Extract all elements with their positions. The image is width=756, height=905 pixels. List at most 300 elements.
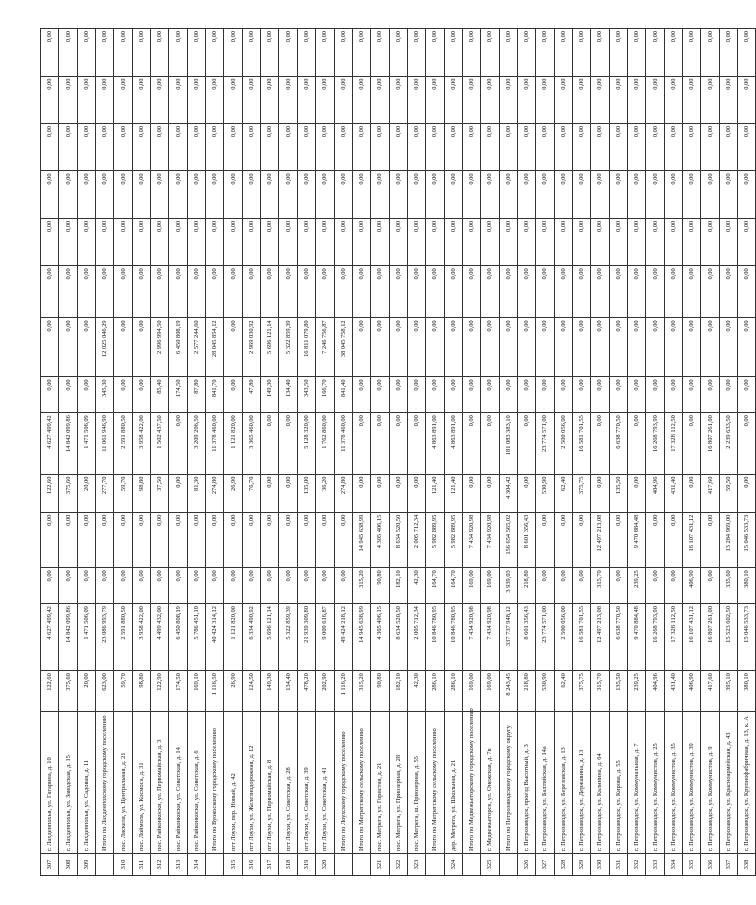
extra-value-cell: 0,00 bbox=[371, 29, 389, 77]
cost-stage3-cell: 0,00 bbox=[536, 318, 554, 377]
cost-stage3-cell: 0,00 bbox=[609, 318, 627, 377]
area-stage2-cell: 36,20 bbox=[316, 474, 334, 512]
extra-value-cell: 0,00 bbox=[701, 218, 719, 265]
subtotal-row bbox=[462, 29, 480, 876]
cost-stage3-cell: 0,00 bbox=[738, 318, 756, 377]
cost-stage1-cell: 0,00 bbox=[151, 512, 169, 568]
table-row bbox=[683, 29, 701, 876]
total-area-cell: 375,60 bbox=[59, 671, 77, 711]
cost-stage3-cell: 0,00 bbox=[646, 318, 664, 377]
area-stage1-cell: 182,10 bbox=[389, 568, 407, 604]
cost-stage4-cell: 0,00 bbox=[242, 266, 260, 318]
cost-stage4-cell: 0,00 bbox=[187, 266, 205, 318]
extra-value-cell: 0,00 bbox=[499, 218, 517, 265]
area-stage3-cell: 0,00 bbox=[536, 377, 554, 413]
area-stage2-cell: 135,50 bbox=[609, 474, 627, 512]
cost-stage4-cell: 0,00 bbox=[701, 266, 719, 318]
extra-value-cell: 0,00 bbox=[426, 124, 444, 171]
area-stage3-cell: 0,00 bbox=[444, 377, 462, 413]
total-area-cell: 218,80 bbox=[517, 671, 535, 711]
extra-value-cell: 0,00 bbox=[206, 29, 224, 77]
cost-stage2-cell: 0,00 bbox=[628, 413, 646, 474]
housing-program-table bbox=[40, 28, 756, 876]
address-cell: г. Лахденпохья, ул. Заводская, д. 15 bbox=[59, 711, 77, 853]
extra-value-cell: 0,00 bbox=[77, 124, 95, 171]
address-cell: пос. Лоймола, ул. Космоса, д. 31 bbox=[132, 711, 150, 853]
row-number-cell: 313 bbox=[169, 854, 187, 876]
cost-stage1-cell: 0,00 bbox=[77, 512, 95, 568]
area-stage2-cell: 0,00 bbox=[738, 474, 756, 512]
extra-value-cell: 0,00 bbox=[554, 124, 572, 171]
extra-value-cell: 0,00 bbox=[279, 171, 297, 218]
cost-stage1-cell: 0,00 bbox=[206, 512, 224, 568]
cost-stage2-cell: 14 842 099,86 bbox=[59, 413, 77, 474]
extra-value-cell: 0,00 bbox=[77, 218, 95, 265]
table-row bbox=[41, 29, 59, 876]
cost-stage1-cell: 0,00 bbox=[646, 512, 664, 568]
extra-value-cell: 0,00 bbox=[169, 29, 187, 77]
extra-value-cell: 0,00 bbox=[261, 29, 279, 77]
total-cost-cell: 16 807 261,00 bbox=[701, 604, 719, 671]
row-number-cell: 309 bbox=[77, 854, 95, 876]
extra-value-cell: 0,00 bbox=[701, 171, 719, 218]
cost-stage3-cell: 7 246 756,87 bbox=[316, 318, 334, 377]
extra-value-cell: 0,00 bbox=[316, 218, 334, 265]
cost-stage3-cell: 0,00 bbox=[517, 318, 535, 377]
area-stage3-cell: 0,00 bbox=[664, 377, 682, 413]
row-number-cell: 311 bbox=[132, 854, 150, 876]
extra-value-cell: 0,00 bbox=[536, 29, 554, 77]
table-row bbox=[132, 29, 150, 876]
cost-stage3-cell: 0,00 bbox=[444, 318, 462, 377]
cost-stage4-cell: 0,00 bbox=[444, 266, 462, 318]
cost-stage3-cell: 0,00 bbox=[426, 318, 444, 377]
extra-value-cell: 0,00 bbox=[517, 171, 535, 218]
area-stage1-cell: 0,00 bbox=[572, 568, 590, 604]
address-cell: Итого по Лоухскому городскому поселению bbox=[334, 711, 352, 853]
subtotal-row bbox=[426, 29, 444, 876]
extra-value-cell: 0,00 bbox=[352, 171, 370, 218]
area-stage2-cell: 0,00 bbox=[371, 474, 389, 512]
extra-value-cell: 0,00 bbox=[59, 171, 77, 218]
total-cost-cell: 2 500 056,00 bbox=[554, 604, 572, 671]
area-stage3-cell: 0,00 bbox=[426, 377, 444, 413]
cost-stage3-cell: 2 969 030,92 bbox=[242, 318, 260, 377]
cost-stage1-cell: 156 654 565,02 bbox=[499, 512, 517, 568]
cost-stage3-cell: 6 450 808,19 bbox=[169, 318, 187, 377]
cost-stage1-cell: 7 434 920,98 bbox=[481, 512, 499, 568]
extra-value-cell: 0,00 bbox=[242, 171, 260, 218]
total-cost-cell: 23 086 993,79 bbox=[96, 604, 114, 671]
area-stage2-cell: 274,80 bbox=[334, 474, 352, 512]
address-cell: г. Петрозаводск, ул. Калинина, д. 64 bbox=[591, 711, 609, 853]
extra-value-cell: 0,00 bbox=[554, 171, 572, 218]
extra-value-cell: 0,00 bbox=[59, 218, 77, 265]
total-cost-cell: 5 322 859,39 bbox=[279, 604, 297, 671]
total-cost-cell: 15 523 602,50 bbox=[719, 604, 737, 671]
extra-value-cell: 0,00 bbox=[132, 171, 150, 218]
extra-value-cell: 0,00 bbox=[444, 218, 462, 265]
total-area-cell: 62,40 bbox=[554, 671, 572, 711]
total-area-cell: 315,20 bbox=[352, 671, 370, 711]
extra-value-cell: 0,00 bbox=[628, 29, 646, 77]
area-stage1-cell: 0,00 bbox=[59, 568, 77, 604]
address-cell: пгт Лоухи, ул. Советская, д. 39 bbox=[297, 711, 315, 853]
area-stage2-cell: 135,00 bbox=[297, 474, 315, 512]
extra-value-cell: 0,00 bbox=[114, 171, 132, 218]
area-stage3-cell: 0,00 bbox=[114, 377, 132, 413]
row-number-cell: 319 bbox=[297, 854, 315, 876]
cost-stage2-cell: 0,00 bbox=[738, 413, 756, 474]
address-cell: г. Лахденпохья, ул. Гагарина, д. 10 bbox=[41, 711, 59, 853]
cost-stage2-cell: 0,00 bbox=[591, 413, 609, 474]
extra-value-cell: 0,00 bbox=[77, 29, 95, 77]
cost-stage2-cell: 181 083 383,10 bbox=[499, 413, 517, 474]
table-row bbox=[77, 29, 95, 876]
cost-stage1-cell: 4 305 406,15 bbox=[371, 512, 389, 568]
cost-stage4-cell: 0,00 bbox=[59, 266, 77, 318]
cost-stage1-cell: 0,00 bbox=[664, 512, 682, 568]
cost-stage4-cell: 0,00 bbox=[646, 266, 664, 318]
area-stage2-cell: 121,40 bbox=[444, 474, 462, 512]
area-stage3-cell: 85,40 bbox=[151, 377, 169, 413]
extra-value-cell: 0,00 bbox=[242, 218, 260, 265]
total-area-cell: 286,10 bbox=[444, 671, 462, 711]
cost-stage1-cell: 5 982 889,95 bbox=[426, 512, 444, 568]
rotated-table-page bbox=[40, 28, 751, 876]
extra-value-cell: 0,00 bbox=[352, 76, 370, 123]
area-stage3-cell: 174,50 bbox=[169, 377, 187, 413]
total-cost-cell: 14 842 099,86 bbox=[59, 604, 77, 671]
cost-stage4-cell: 0,00 bbox=[664, 266, 682, 318]
cost-stage1-cell: 12 497 213,08 bbox=[591, 512, 609, 568]
extra-value-cell: 0,00 bbox=[297, 171, 315, 218]
extra-value-cell: 0,00 bbox=[151, 124, 169, 171]
total-area-cell: 134,40 bbox=[279, 671, 297, 711]
extra-value-cell: 0,00 bbox=[371, 124, 389, 171]
total-cost-cell: 8 601 356,43 bbox=[517, 604, 535, 671]
total-area-cell: 315,70 bbox=[591, 671, 609, 711]
total-area-cell: 530,90 bbox=[536, 671, 554, 711]
cost-stage2-cell: 4 627 499,42 bbox=[41, 413, 59, 474]
table-body bbox=[41, 29, 756, 876]
address-cell: г. Петрозаводск, ул. Коммунальная, д. 7 bbox=[628, 711, 646, 853]
cost-stage4-cell: 0,00 bbox=[169, 266, 187, 318]
cost-stage3-cell: 0,00 bbox=[701, 318, 719, 377]
extra-value-cell: 0,00 bbox=[334, 171, 352, 218]
extra-value-cell: 0,00 bbox=[371, 76, 389, 123]
cost-stage4-cell: 0,00 bbox=[96, 266, 114, 318]
table-row bbox=[187, 29, 205, 876]
total-cost-cell: 5 786 451,10 bbox=[187, 604, 205, 671]
extra-value-cell: 0,00 bbox=[407, 218, 425, 265]
subtotal-row bbox=[96, 29, 114, 876]
cost-stage3-cell: 38 045 758,12 bbox=[334, 318, 352, 377]
area-stage1-cell: 0,00 bbox=[334, 568, 352, 604]
area-stage2-cell: 0,00 bbox=[462, 474, 480, 512]
extra-value-cell: 0,00 bbox=[59, 76, 77, 123]
subtotal-row bbox=[499, 29, 517, 876]
extra-value-cell: 0,00 bbox=[664, 76, 682, 123]
area-stage1-cell: 0,00 bbox=[151, 568, 169, 604]
area-stage1-cell: 0,00 bbox=[206, 568, 224, 604]
cost-stage2-cell: 0,00 bbox=[462, 413, 480, 474]
row-number-cell: 332 bbox=[628, 854, 646, 876]
extra-value-cell: 0,00 bbox=[151, 218, 169, 265]
area-stage2-cell: 277,70 bbox=[96, 474, 114, 512]
area-stage3-cell: 87,80 bbox=[187, 377, 205, 413]
row-number-cell: 318 bbox=[279, 854, 297, 876]
cost-stage1-cell: 0,00 bbox=[316, 512, 334, 568]
cost-stage1-cell: 2 005 712,34 bbox=[407, 512, 425, 568]
cost-stage2-cell: 0,00 bbox=[261, 413, 279, 474]
extra-value-cell: 0,00 bbox=[407, 76, 425, 123]
area-stage1-cell: 169,00 bbox=[481, 568, 499, 604]
extra-value-cell: 0,00 bbox=[628, 218, 646, 265]
extra-value-cell: 0,00 bbox=[389, 171, 407, 218]
extra-value-cell: 0,00 bbox=[646, 171, 664, 218]
extra-value-cell: 0,00 bbox=[187, 218, 205, 265]
cost-stage2-cell: 11 061 946,90 bbox=[96, 413, 114, 474]
cost-stage4-cell: 0,00 bbox=[41, 266, 59, 318]
cost-stage4-cell: 0,00 bbox=[389, 266, 407, 318]
extra-value-cell: 0,00 bbox=[59, 29, 77, 77]
table-row bbox=[389, 29, 407, 876]
cost-stage1-cell: 8 601 356,43 bbox=[517, 512, 535, 568]
total-cost-cell: 5 696 121,14 bbox=[261, 604, 279, 671]
address-cell: г. Медвежьегорск, ул. Онежская, д. 7в bbox=[481, 711, 499, 853]
table-row bbox=[59, 29, 77, 876]
extra-value-cell: 0,00 bbox=[462, 171, 480, 218]
extra-value-cell: 0,00 bbox=[352, 218, 370, 265]
extra-value-cell: 0,00 bbox=[426, 76, 444, 123]
area-stage1-cell: 169,00 bbox=[462, 568, 480, 604]
cost-stage3-cell: 0,00 bbox=[407, 318, 425, 377]
extra-value-cell: 0,00 bbox=[151, 76, 169, 123]
extra-value-cell: 0,00 bbox=[224, 171, 242, 218]
area-stage3-cell: 0,00 bbox=[77, 377, 95, 413]
extra-value-cell: 0,00 bbox=[96, 124, 114, 171]
cost-stage3-cell: 0,00 bbox=[371, 318, 389, 377]
extra-value-cell: 0,00 bbox=[114, 218, 132, 265]
total-area-cell: 174,50 bbox=[169, 671, 187, 711]
extra-value-cell: 0,00 bbox=[316, 171, 334, 218]
extra-value-cell: 0,00 bbox=[591, 76, 609, 123]
total-area-cell: 478,20 bbox=[297, 671, 315, 711]
extra-value-cell: 0,00 bbox=[719, 218, 737, 265]
cost-stage2-cell: 0,00 bbox=[407, 413, 425, 474]
cost-stage4-cell: 0,00 bbox=[554, 266, 572, 318]
total-area-cell: 202,90 bbox=[316, 671, 334, 711]
area-stage2-cell: 4 304,42 bbox=[499, 474, 517, 512]
row-number-cell: 310 bbox=[114, 854, 132, 876]
extra-value-cell: 0,00 bbox=[41, 171, 59, 218]
cost-stage2-cell: 23 774 571,00 bbox=[536, 413, 554, 474]
table-row bbox=[224, 29, 242, 876]
area-stage2-cell: 0,00 bbox=[628, 474, 646, 512]
cost-stage3-cell: 0,00 bbox=[719, 318, 737, 377]
cost-stage4-cell: 0,00 bbox=[683, 266, 701, 318]
table-row bbox=[297, 29, 315, 876]
cost-stage1-cell: 0,00 bbox=[261, 512, 279, 568]
extra-value-cell: 0,00 bbox=[114, 29, 132, 77]
area-stage2-cell: 62,40 bbox=[554, 474, 572, 512]
area-stage3-cell: 149,30 bbox=[261, 377, 279, 413]
total-cost-cell: 10 846 780,95 bbox=[444, 604, 462, 671]
area-stage2-cell: 37,50 bbox=[151, 474, 169, 512]
address-cell: г. Петрозаводск, ул. Красноармейская, д. 43 bbox=[719, 711, 737, 853]
cost-stage4-cell: 0,00 bbox=[371, 266, 389, 318]
address-cell: г. Петрозаводск, проезд Высотный, д. 3 bbox=[517, 711, 535, 853]
cost-stage2-cell: 0,00 bbox=[279, 413, 297, 474]
area-stage2-cell: 98,80 bbox=[132, 474, 150, 512]
extra-value-cell: 0,00 bbox=[609, 218, 627, 265]
area-stage3-cell: 841,70 bbox=[206, 377, 224, 413]
cost-stage2-cell: 1 762 860,00 bbox=[316, 413, 334, 474]
area-stage3-cell: 345,30 bbox=[96, 377, 114, 413]
area-stage1-cell: 42,30 bbox=[407, 568, 425, 604]
table-row bbox=[261, 29, 279, 876]
address-cell: пгт Лоухи, ул. Первомайская, д. 8 bbox=[261, 711, 279, 853]
cost-stage2-cell: 5 128 320,00 bbox=[297, 413, 315, 474]
row-number-cell: 308 bbox=[59, 854, 77, 876]
total-area-cell: 286,10 bbox=[426, 671, 444, 711]
cost-stage4-cell: 0,00 bbox=[352, 266, 370, 318]
total-area-cell: 395,10 bbox=[719, 671, 737, 711]
total-area-cell: 122,60 bbox=[41, 671, 59, 711]
area-stage1-cell: 315,70 bbox=[591, 568, 609, 604]
address-cell: г. Лахденпохья, ул. Садовая, д. 11 bbox=[77, 711, 95, 853]
extra-value-cell: 0,00 bbox=[169, 124, 187, 171]
extra-value-cell: 0,00 bbox=[738, 124, 756, 171]
area-stage2-cell: 20,00 bbox=[77, 474, 95, 512]
extra-value-cell: 0,00 bbox=[683, 171, 701, 218]
cost-stage4-cell: 0,00 bbox=[224, 266, 242, 318]
row-number-cell bbox=[499, 854, 517, 876]
cost-stage3-cell: 0,00 bbox=[352, 318, 370, 377]
cost-stage3-cell: 2 996 994,50 bbox=[151, 318, 169, 377]
cost-stage1-cell: 0,00 bbox=[114, 512, 132, 568]
total-cost-cell: 49 424 218,12 bbox=[334, 604, 352, 671]
total-cost-cell: 12 497 213,08 bbox=[591, 604, 609, 671]
table-row bbox=[114, 29, 132, 876]
address-cell: Итого по Петрозаводскому городскому округу bbox=[499, 711, 517, 853]
extra-value-cell: 0,00 bbox=[536, 171, 554, 218]
extra-value-cell: 0,00 bbox=[206, 76, 224, 123]
area-stage1-cell: 0,00 bbox=[646, 568, 664, 604]
cost-stage3-cell: 0,00 bbox=[591, 318, 609, 377]
cost-stage4-cell: 0,00 bbox=[279, 266, 297, 318]
extra-value-cell: 0,00 bbox=[297, 76, 315, 123]
table-row bbox=[738, 29, 756, 876]
cost-stage1-cell: 14 945 638,99 bbox=[352, 512, 370, 568]
extra-value-cell: 0,00 bbox=[297, 218, 315, 265]
extra-value-cell: 0,00 bbox=[572, 171, 590, 218]
cost-stage3-cell: 2 577 244,60 bbox=[187, 318, 205, 377]
cost-stage1-cell: 7 434 920,98 bbox=[462, 512, 480, 568]
cost-stage4-cell: 0,00 bbox=[719, 266, 737, 318]
total-area-cell: 90,80 bbox=[371, 671, 389, 711]
extra-value-cell: 0,00 bbox=[151, 29, 169, 77]
table-row bbox=[701, 29, 719, 876]
area-stage1-cell: 406,90 bbox=[683, 568, 701, 604]
cost-stage2-cell: 16 807 261,00 bbox=[701, 413, 719, 474]
address-cell: пгт Лоухи, ул. Советская, д. 28 bbox=[279, 711, 297, 853]
cost-stage1-cell: 0,00 bbox=[279, 512, 297, 568]
total-area-cell: 8 243,45 bbox=[499, 671, 517, 711]
area-stage1-cell: 380,10 bbox=[738, 568, 756, 604]
address-cell: г. Петрозаводск, ул. Балтийская, д. 14а bbox=[536, 711, 554, 853]
extra-value-cell: 0,00 bbox=[481, 124, 499, 171]
address-cell: пос. Райконкоски, ул. Советская, д. 6 bbox=[187, 711, 205, 853]
address-cell: Итого по Медвежьегорскому городскому поселению bbox=[462, 711, 480, 853]
area-stage3-cell: 0,00 bbox=[352, 377, 370, 413]
extra-value-cell: 0,00 bbox=[683, 124, 701, 171]
cost-stage2-cell: 0,00 bbox=[683, 413, 701, 474]
row-number-cell: 321 bbox=[371, 854, 389, 876]
cost-stage4-cell: 0,00 bbox=[316, 266, 334, 318]
extra-value-cell: 0,00 bbox=[719, 171, 737, 218]
total-area-cell: 380,10 bbox=[738, 671, 756, 711]
total-cost-cell: 6 334 490,92 bbox=[242, 604, 260, 671]
extra-value-cell: 0,00 bbox=[206, 124, 224, 171]
cost-stage2-cell: 0,00 bbox=[352, 413, 370, 474]
extra-value-cell: 0,00 bbox=[426, 29, 444, 77]
address-cell: г. Петрозаводск, ул. Коммунистов, д. 39 bbox=[683, 711, 701, 853]
cost-stage4-cell: 0,00 bbox=[572, 266, 590, 318]
area-stage1-cell: 0,00 bbox=[297, 568, 315, 604]
extra-value-cell: 0,00 bbox=[132, 76, 150, 123]
cost-stage2-cell: 3 209 206,50 bbox=[187, 413, 205, 474]
row-number-cell: 314 bbox=[187, 854, 205, 876]
extra-value-cell: 0,00 bbox=[481, 218, 499, 265]
extra-value-cell: 0,00 bbox=[169, 218, 187, 265]
extra-value-cell: 0,00 bbox=[371, 171, 389, 218]
row-number-cell: 317 bbox=[261, 854, 279, 876]
address-cell: пгт Лоухи, ул. Железнодорожная, д. 12 bbox=[242, 711, 260, 853]
cost-stage2-cell: 1 121 820,00 bbox=[224, 413, 242, 474]
cost-stage4-cell: 0,00 bbox=[609, 266, 627, 318]
cost-stage1-cell: 16 107 431,12 bbox=[683, 512, 701, 568]
extra-value-cell: 0,00 bbox=[609, 29, 627, 77]
total-cost-cell: 7 434 920,98 bbox=[481, 604, 499, 671]
extra-value-cell: 0,00 bbox=[389, 124, 407, 171]
row-number-cell bbox=[206, 854, 224, 876]
table-row bbox=[279, 29, 297, 876]
table-row bbox=[316, 29, 334, 876]
address-cell: г. Петрозаводск, ул. Березовская, д. 13 bbox=[554, 711, 572, 853]
table-row bbox=[554, 29, 572, 876]
cost-stage4-cell: 0,00 bbox=[591, 266, 609, 318]
area-stage2-cell: 0,00 bbox=[683, 474, 701, 512]
cost-stage2-cell: 16 268 793,90 bbox=[646, 413, 664, 474]
area-stage3-cell: 0,00 bbox=[462, 377, 480, 413]
cost-stage2-cell: 3 365 460,00 bbox=[242, 413, 260, 474]
address-cell: г. Петрозаводск, ул. Коммунистов, д. 9 bbox=[701, 711, 719, 853]
extra-value-cell: 0,00 bbox=[41, 218, 59, 265]
cost-stage3-cell: 0,00 bbox=[554, 318, 572, 377]
extra-value-cell: 0,00 bbox=[77, 171, 95, 218]
area-stage1-cell: 0,00 bbox=[96, 568, 114, 604]
extra-value-cell: 0,00 bbox=[499, 171, 517, 218]
row-number-cell bbox=[462, 854, 480, 876]
total-area-cell: 169,10 bbox=[187, 671, 205, 711]
row-number-cell: 333 bbox=[646, 854, 664, 876]
address-cell: пос. Райконкоски, ул. Первомайская, д. 3 bbox=[151, 711, 169, 853]
total-cost-cell: 6 638 770,50 bbox=[609, 604, 627, 671]
extra-value-cell: 0,00 bbox=[536, 76, 554, 123]
total-cost-cell: 1 471 506,09 bbox=[77, 604, 95, 671]
